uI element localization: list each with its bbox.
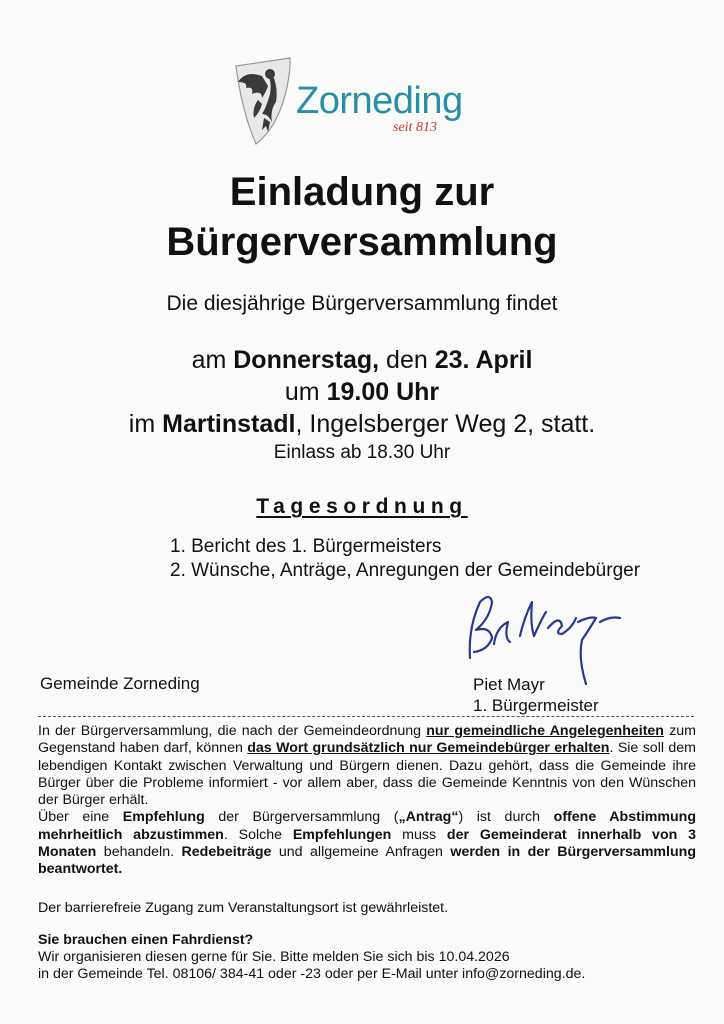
agenda-item: 1. Bericht des 1. Bürgermeisters: [170, 536, 442, 557]
driver-line-1: Wir organisieren diesen gerne für Sie. Bitte melden Sie sich bis 10.04.2026: [38, 949, 510, 965]
event-date: 23. April: [434, 346, 533, 374]
logo-since: seit 813: [393, 120, 437, 135]
event-place-line: [0, 410, 724, 439]
date-mid: den: [379, 346, 435, 374]
emphasis: Empfehlungen: [292, 826, 392, 843]
municipality-name: Gemeinde Zorneding: [40, 674, 200, 693]
agenda-title-text: Tagesordnung: [256, 495, 468, 518]
handwritten-signature: [450, 588, 640, 688]
emphasis: Redebeiträge: [181, 844, 272, 861]
emphasis: nur gemeindliche Angelegenheiten: [426, 723, 664, 739]
text: und allgemeine Anfragen: [271, 844, 451, 861]
dashed-divider: [38, 716, 694, 717]
text: . Solche: [223, 826, 293, 843]
event-date-line: [0, 346, 724, 375]
time-prefix: um: [284, 378, 327, 406]
date-prefix: am: [191, 346, 234, 374]
info-block: [38, 723, 696, 879]
emphasis: der Gemeinderat innerhalb von 3 Monaten: [38, 826, 696, 861]
emphasis: Empfehlung: [122, 809, 205, 826]
text: Über eine: [38, 809, 123, 826]
driver-heading: Sie brauchen einen Fahrdienst?: [38, 932, 254, 948]
event-time: 19.00 Uhr: [326, 378, 440, 406]
text: zum Gegenstand haben darf, können: [38, 723, 697, 757]
driver-line-2: in der Gemeinde Tel. 08106/ 384-41 oder -23 oder per E-Mail unter info@zorneding.de.: [38, 966, 586, 982]
info-paragraph-1: [38, 723, 696, 809]
info-paragraph-2: [38, 809, 696, 878]
mayor-role: 1. Bürgermeister: [473, 696, 599, 715]
agenda-title: [0, 495, 724, 519]
event-weekday: Donnerstag,: [233, 346, 380, 374]
emphasis: „Antrag“: [398, 809, 459, 826]
emphasis: das Wort grundsätzlich nur Gemeindebürger erhalten: [247, 740, 610, 757]
emphasis: werden in der Bürgerversammlung beantwortet.: [38, 844, 696, 878]
event-time-line: [0, 378, 724, 407]
place-suffix: , Ingelsberger Weg 2, statt.: [295, 410, 596, 438]
accessibility-note: Der barrierefreie Zugang zum Veranstaltungsort ist gewährleistet.: [38, 900, 449, 916]
place-prefix: im: [128, 410, 163, 438]
event-entry: Einlass ab 18.30 Uhr: [273, 442, 451, 463]
agenda-list: [170, 535, 640, 583]
text: ) ist durch: [458, 809, 554, 826]
text: . Sie soll dem lebendigen Kontakt zwischen Verwaltung und Bürgern dienen. Dazu gehört, dass die Gemeinde ihre Bürger über die Probleme informiert - vor allem aber, dass die Gemeinde Kenntnis von den Wünschen der Bürger erhält.: [38, 740, 696, 809]
text: In der Bürgerversammlung, die nach der Gemeindeordnung: [38, 723, 427, 739]
title-line-1: Einladung zur: [229, 170, 495, 214]
agenda-item: 2. Wünsche, Anträge, Anregungen der Gemeindebürger: [170, 560, 641, 581]
text: behandeln.: [96, 844, 182, 861]
title-line-2: Bürgerversammlung: [166, 220, 558, 264]
text: der Bürgerversammlung (: [204, 809, 399, 826]
event-place: Martinstadl: [162, 410, 296, 438]
emphasis: offene Abstimmung mehrheitlich abzustimmen: [38, 809, 696, 843]
text: muss: [391, 826, 447, 843]
logo-name: Zorneding: [296, 80, 463, 122]
intro-text: Die diesjährige Bürgerversammlung findet: [166, 292, 558, 315]
mayor-name: Piet Mayr: [473, 675, 545, 694]
mayor-block: [473, 674, 599, 716]
